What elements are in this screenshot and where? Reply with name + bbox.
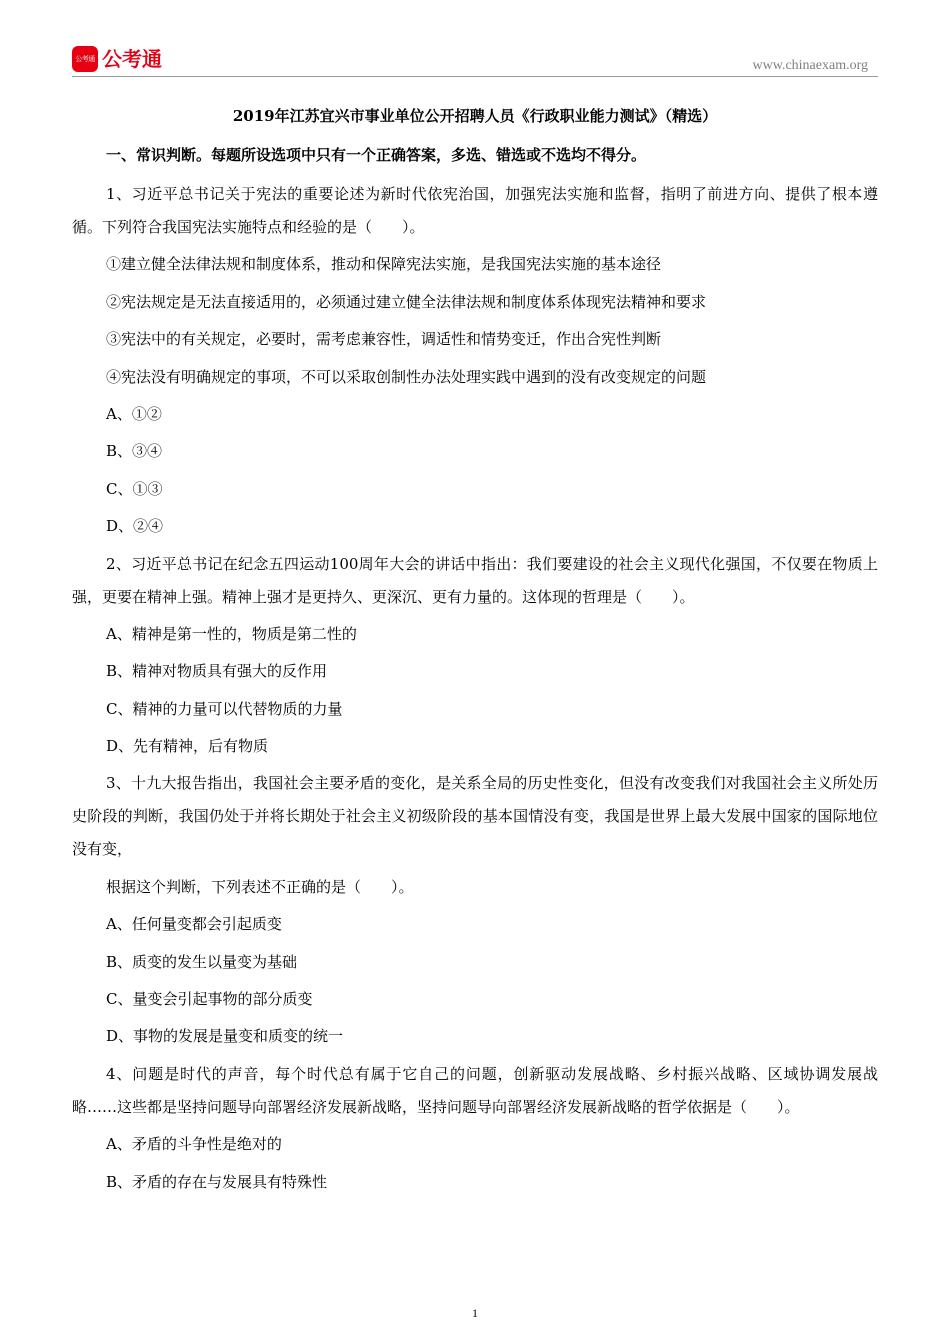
question-1-statement-1: ①建立健全法律法规和制度体系，推动和保障宪法实施，是我国宪法实施的基本途径 bbox=[106, 255, 662, 274]
page-header bbox=[72, 44, 878, 78]
question-1-option-a: A、①② bbox=[106, 404, 162, 423]
header-divider bbox=[72, 76, 878, 77]
section-heading: 一、常识判断。每题所设选项中只有一个正确答案，多选、错选或不选均不得分。 bbox=[106, 146, 647, 164]
question-2-option-a: A、精神是第一性的，物质是第二性的 bbox=[106, 624, 357, 643]
question-4-option-b: B、矛盾的存在与发展具有特殊性 bbox=[106, 1172, 328, 1191]
logo-text: 公考通 bbox=[102, 47, 162, 71]
question-4-stem: 4、问题是时代的声音，每个时代总有属于它自己的问题，创新驱动发展战略、乡村振兴战略、区域协调发展战略……这些都是坚持问题导向部署经济发展新战略，坚持问题导向部署经济发展新战略的哲学依据是（ ）。 bbox=[72, 1064, 878, 1116]
question-1-statement-3: ③宪法中的有关规定，必要时，需考虑兼容性，调适性和情势变迁，作出合宪性判断 bbox=[106, 330, 662, 349]
question-1-option-b: B、③④ bbox=[106, 442, 163, 461]
question-2-stem: 2、习近平总书记在纪念五四运动100周年大会的讲话中指出：我们要建设的社会主义现代化强国，不仅要在物质上强，更要在精神上强。精神上强才是更持久、更深沉、更有力量的。这体现的哲理是（ ）。 bbox=[72, 554, 878, 606]
brand-logo[interactable] bbox=[72, 46, 162, 72]
question-3-option-d: D、事物的发展是量变和质变的统一 bbox=[106, 1027, 344, 1046]
question-1-option-d: D、②④ bbox=[106, 517, 164, 536]
document-title: 2019年江苏宜兴市事业单位公开招聘人员《行政职业能力测试》（精选） bbox=[232, 107, 718, 125]
question-2-option-b: B、精神对物质具有强大的反作用 bbox=[106, 662, 328, 681]
logo-badge-icon: 公考通 bbox=[72, 46, 98, 72]
question-1-statement-4: ④宪法没有明确规定的事项，不可以采取创制性办法处理实践中遇到的没有改变规定的问题 bbox=[106, 367, 707, 386]
question-3-option-a: A、任何量变都会引起质变 bbox=[106, 915, 282, 934]
question-3-option-c: C、量变会引起事物的部分质变 bbox=[106, 990, 313, 1009]
question-3-option-b: B、质变的发生以量变为基础 bbox=[106, 952, 298, 971]
question-1-statement-2: ②宪法规定是无法直接适用的，必须通过建立健全法律法规和制度体系体现宪法精神和要求 bbox=[106, 292, 707, 311]
question-1-option-c: C、①③ bbox=[106, 479, 163, 498]
question-1-stem: 1、习近平总书记关于宪法的重要论述为新时代依宪治国，加强宪法实施和监督，指明了前进方向、提供了根本遵循。下列符合我国宪法实施特点和经验的是（ ）。 bbox=[72, 185, 878, 236]
site-url[interactable]: www.chinaexam.org bbox=[752, 58, 868, 73]
question-2-option-c: C、精神的力量可以代替物质的力量 bbox=[106, 699, 343, 718]
question-list bbox=[72, 178, 878, 1203]
question-3-stem: 3、十九大报告指出，我国社会主要矛盾的变化，是关系全局的历史性变化，但没有改变我们对我国社会主义所处历史阶段的判断，我国仍处于并将长期处于社会主义初级阶段的基本国情没有变，我国是世界上最大发展中国家的国际地位没有变， bbox=[72, 774, 878, 859]
question-2-option-d: D、先有精神，后有物质 bbox=[106, 737, 269, 756]
page-number: 1 bbox=[472, 1306, 478, 1320]
question-4-option-a: A、矛盾的斗争性是绝对的 bbox=[106, 1135, 282, 1154]
question-3-stem-continued: 根据这个判断，下列表述不正确的是（ ）。 bbox=[106, 877, 414, 896]
